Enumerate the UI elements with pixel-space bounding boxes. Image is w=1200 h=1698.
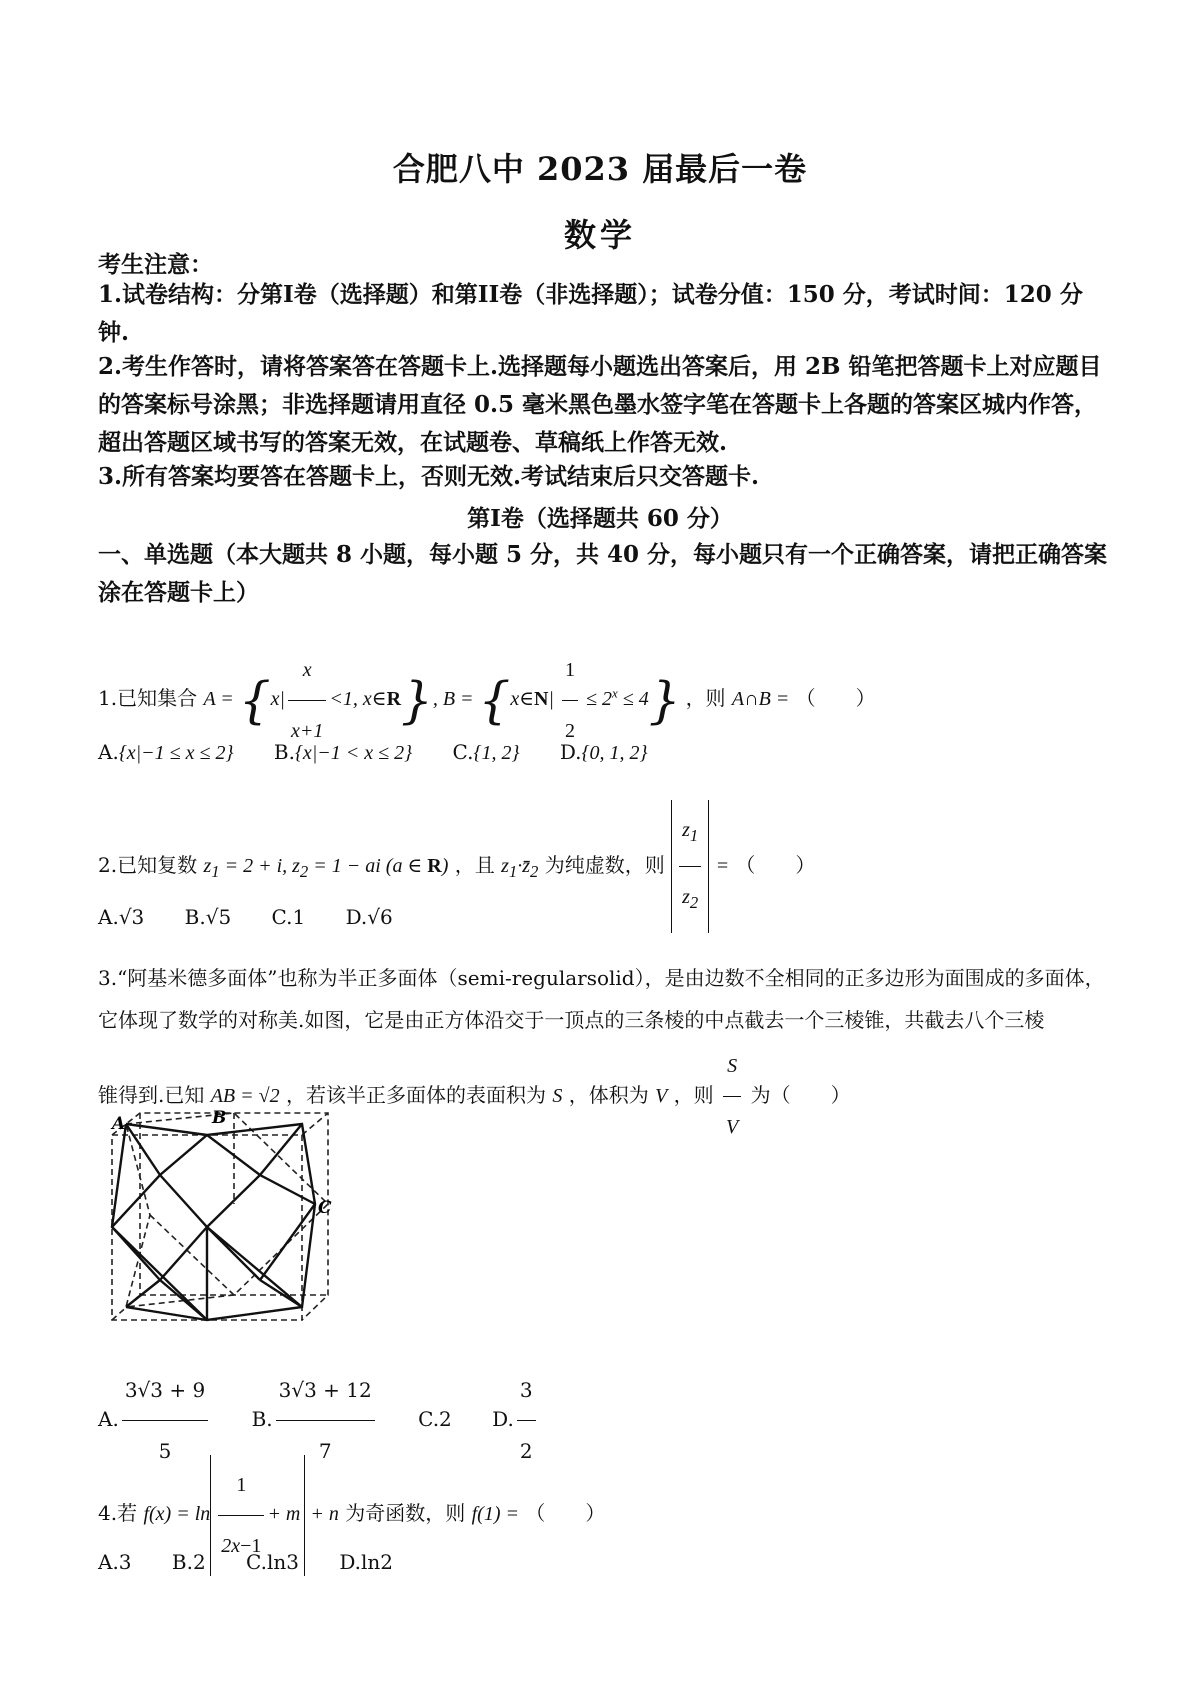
q3-option-b[interactable]: B. $\frac{3√3 + 12}{7}$: [252, 1360, 378, 1481]
q2-option-c[interactable]: C.1: [271, 905, 306, 929]
notice-item-3: 3.所有答案均要答在答题卡上，否则无效.考试结束后只交答题卡.: [98, 463, 760, 490]
q2-option-b[interactable]: B.√5: [184, 905, 232, 929]
q2-options: [98, 905, 427, 929]
q4-end: （ ）: [525, 1501, 606, 1526]
notice-item-1: 1.试卷结构：分第I卷（选择题）和第II卷（非选择题）；试卷分值：150 分，考试时间：120 分钟.: [98, 281, 1083, 346]
q3-math-ab: AB = √2: [210, 1085, 280, 1107]
q2-end: （ ）: [735, 853, 816, 877]
section-intro: 一、单选题（本大题共 8 小题，每小题 5 分，共 40 分，每小题只有一个正确答案，请把正确答案涂在答题卡上）: [98, 541, 1108, 606]
q2-option-a[interactable]: A.√3: [98, 905, 145, 929]
q3-option-d[interactable]: D. $\frac{3}{2}$: [492, 1360, 538, 1481]
q3-line-3: 锥得到.已知 AB = √2 ，若该半正多面体的表面积为 S ，体积为 V ，则 $\frac{S}{V}$ 为（ ）: [98, 1036, 851, 1096]
q1-option-c[interactable]: C.{1, 2}: [452, 740, 520, 764]
q3-line-1: 3.“阿基米德多面体”也称为半正多面体（semi-regularsolid），是由边数不全相同的正多边形为面围成的多面体，: [98, 966, 1105, 990]
q2-mid2: 为纯虚数，则: [544, 853, 665, 877]
q4-math-f: f(x) = ln $\frac{1}{2x-1}$ + m + n: [143, 1503, 338, 1525]
q1-options: [98, 740, 682, 765]
exam-title: 合肥八中 2023 届最后一卷: [392, 150, 808, 188]
q1-option-b[interactable]: B.{x|−1 < x ≤ 2}: [273, 740, 413, 764]
question-1: [98, 640, 876, 742]
question-2: 2.已知复数 $z_1 = 2 + i$, $z_2 = 1$ − ai (a ∈ R) ，且 $z_1\cdot z̄_2$ 为纯虚数，则 $\frac{z_1}{z_2}$ = （ ）: [98, 800, 815, 860]
q1-suffix: ，则: [685, 686, 726, 711]
q2-math-abs: $\frac{z_1}{z_2}$: [671, 800, 709, 933]
q4-option-a[interactable]: A.3: [98, 1550, 132, 1574]
q3-option-c[interactable]: C.2: [418, 1407, 452, 1431]
q3-option-a[interactable]: A. $\frac{3√3 + 9}{5}$: [98, 1360, 211, 1481]
q3-math-s: S: [552, 1085, 563, 1107]
notice-heading: 考生注意：: [98, 251, 213, 278]
q2-math-product: $z_1\cdot z̄_2$: [501, 855, 539, 881]
q4-option-d[interactable]: D.ln2: [339, 1550, 394, 1574]
figure-label-b: B: [212, 1108, 227, 1128]
q3-line-2: 它体现了数学的对称美.如图，它是由正方体沿交于一顶点的三条棱的中点截去一个三棱锥，共截去八个三棱: [98, 1008, 1045, 1032]
q4-option-b[interactable]: B.2: [171, 1550, 206, 1574]
q3-options: [98, 1360, 573, 1463]
q1-math-set-a: A = {x| $\frac{x}{x+1}$ <1, x∈R}, B = {x∈N| $\frac{1}{2}$ ≤ $2^x \le 4$}: [203, 688, 685, 710]
q4-prefix: 4.若: [98, 1501, 138, 1526]
q2-math-z: $z_1 = 2 + i$, $z_2 = 1$ − ai (a ∈ R): [203, 855, 449, 881]
question-4: [98, 1455, 606, 1557]
notice-item-2: 2.考生作答时，请将答案答在答题卡上.选择题每小题选出答案后，用 2B 铅笔把答题卡上对应题目的答案标号涂黑；非选择题请用直径 0.5 毫米黑色墨水签字笔在答题卡上各题的答案区城内作答，超出答题区域书写的答案无效，在试题卷、草稿纸上作答无效.: [98, 353, 1102, 456]
q4-mid: 为奇函数，则: [345, 1501, 466, 1526]
q1-end: （ ）: [795, 686, 876, 711]
q2-option-d[interactable]: D.√6: [345, 905, 393, 929]
q2-prefix: 2.已知复数: [98, 853, 198, 877]
part1-title: 第I卷（选择题共 60 分）: [467, 505, 733, 532]
q4-option-c[interactable]: C.ln3: [246, 1550, 299, 1574]
q1-math-intersection: A∩B =: [731, 688, 790, 711]
figure-label-c: C: [318, 1198, 332, 1218]
q1-option-a[interactable]: A.{x|−1 ≤ x ≤ 2}: [98, 740, 234, 764]
polyhedron-figure: [100, 1105, 330, 1335]
q1-prefix: 1.已知集合: [98, 686, 198, 711]
figure-label-a: A: [112, 1114, 126, 1134]
q4-options: [98, 1550, 427, 1574]
q2-mid: ，且: [454, 853, 495, 877]
q3-math-v: V: [655, 1085, 668, 1107]
q3-math-ratio: $\frac{S}{V}$: [723, 1036, 741, 1157]
q4-math-f1: f(1) =: [471, 1503, 519, 1526]
exam-subject: 数学: [563, 216, 636, 254]
q1-option-d[interactable]: D.{0, 1, 2}: [559, 740, 648, 764]
